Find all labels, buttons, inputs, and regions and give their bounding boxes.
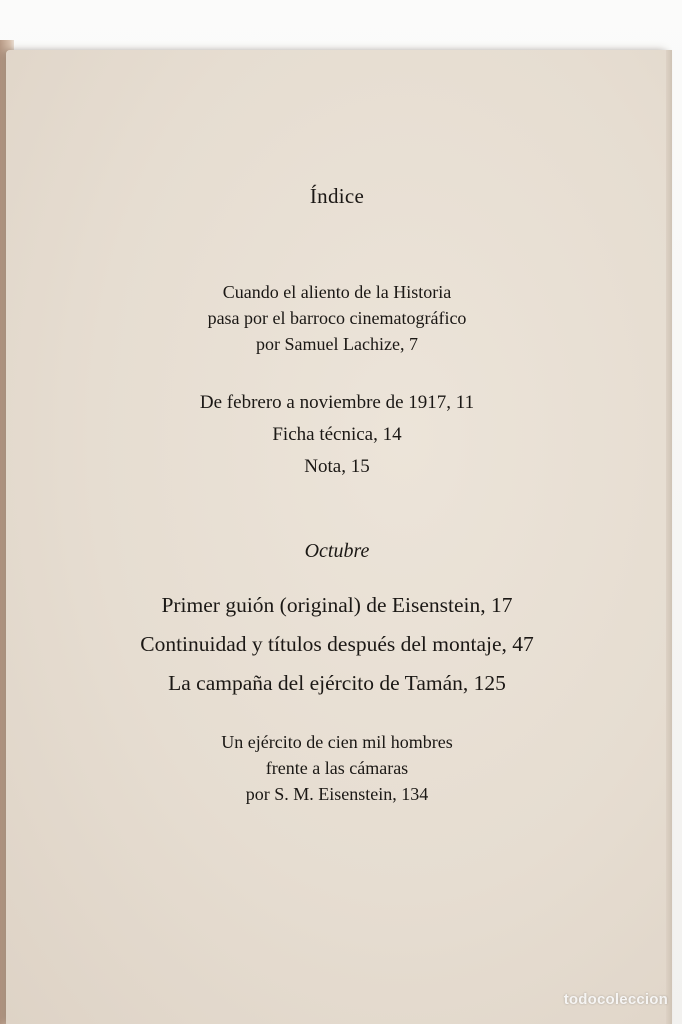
intro-line-1: Cuando el aliento de la Historia — [222, 282, 452, 302]
section-title-octubre: Octubre — [304, 540, 370, 562]
intro-line-3: por Samuel Lachize, 7 — [256, 334, 418, 354]
toc-entry-continuidad: Continuidad y títulos después del montaje, 47 — [140, 632, 534, 656]
toc-entry-primer-guion: Primer guión (original) de Eisenstein, 17 — [161, 593, 513, 617]
page-stack-edge — [666, 50, 672, 1024]
intro-line-2: pasa por el barroco cinematográfico — [207, 308, 467, 328]
closing-line-3: por S. M. Eisenstein, 134 — [245, 784, 429, 804]
book-page — [6, 50, 668, 1024]
closing-line-1: Un ejército de cien mil hombres — [221, 732, 453, 752]
toc-entry-ficha: Ficha técnica, 14 — [272, 424, 402, 445]
toc-entry-febrero: De febrero a noviembre de 1917, 11 — [199, 392, 475, 413]
closing-line-2: frente a las cámaras — [265, 758, 409, 778]
watermark: todocoleccion — [563, 991, 668, 1008]
index-heading: Índice — [309, 184, 365, 208]
toc-entry-campana: La campaña del ejército de Tamán, 125 — [168, 671, 506, 695]
toc-entry-nota: Nota, 15 — [304, 456, 370, 477]
